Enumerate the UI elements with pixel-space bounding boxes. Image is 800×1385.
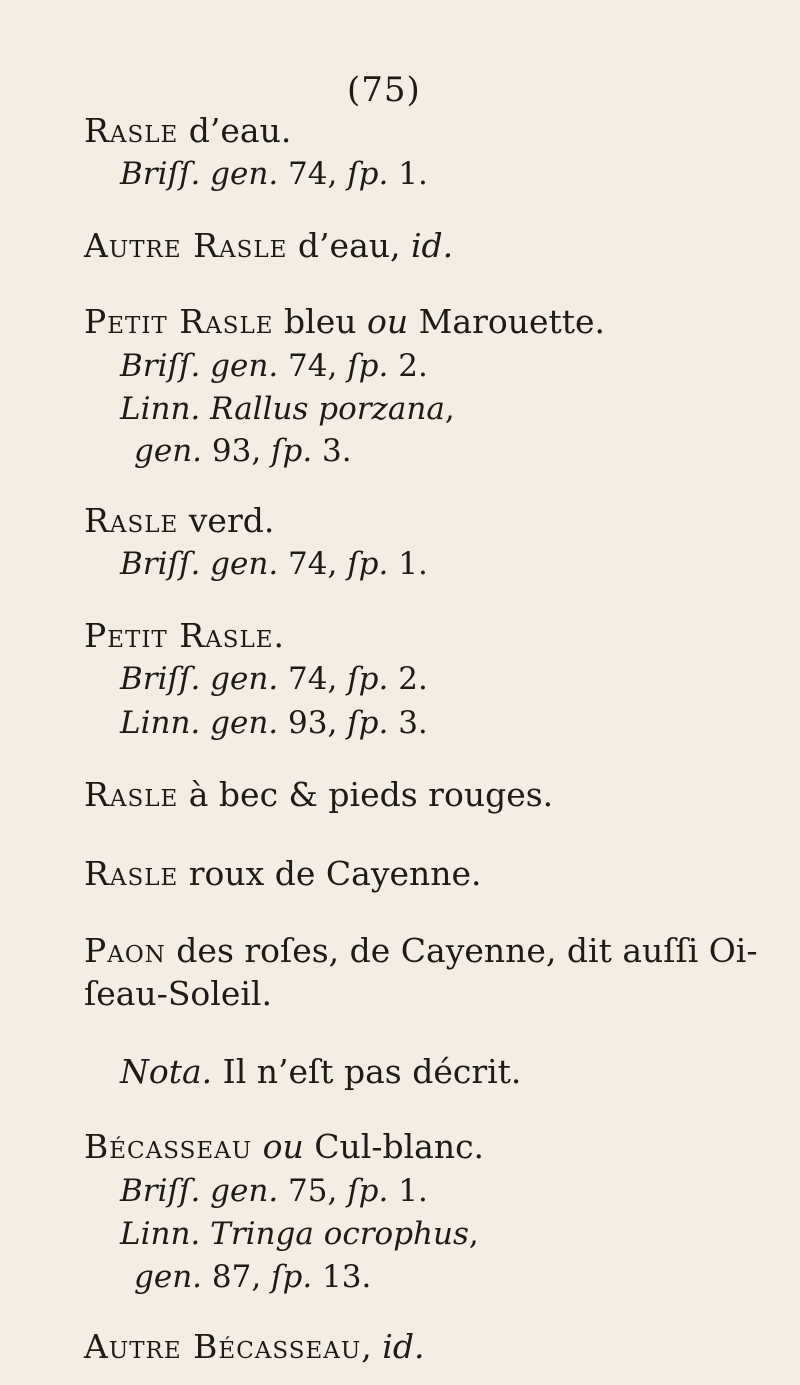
rasle-deau-brisson-text-2: ſp. <box>347 156 389 192</box>
citation-linnaeus <box>120 391 455 427</box>
citation-linnaeus <box>120 705 428 741</box>
becasseau-linn-gen-text-1: 87, <box>202 1259 272 1295</box>
entry-paon-des-roses-continued <box>84 974 272 1013</box>
rasle-deau-brisson-text-1: 74, <box>278 156 348 192</box>
page-number: (75) <box>347 70 421 110</box>
entry-rasle-roux-cayenne <box>84 854 482 893</box>
becasseau-text-1 <box>252 1127 263 1166</box>
citation-linnaeus-genus <box>134 433 352 469</box>
autre-rasle-deau-text-2: id. <box>410 226 454 265</box>
petit-rasle-bleu-linn-gen-text-0: gen. <box>134 433 203 469</box>
petit-rasle-bleu-brisson-text-2: ſp. <box>347 348 389 384</box>
rasle-roux-cayenne-text-1: roux de Cayenne. <box>178 854 482 893</box>
petit-rasle-bleu-linn-text-1: , <box>444 391 455 427</box>
petit-rasle-bleu-linn-gen-text-2: ſp. <box>271 433 313 469</box>
rasle-verd-text-1: verd. <box>178 501 275 540</box>
rasle-verd-brisson-text-0: Briſſ. gen. <box>120 546 279 582</box>
paon-des-roses-cont-text-0: ſeau-Soleil. <box>84 974 272 1013</box>
entry-petit-rasle-bleu <box>84 302 606 341</box>
autre-becasseau-text-2: id. <box>382 1327 425 1366</box>
petit-rasle-linn-text-3: 3. <box>388 705 428 741</box>
becasseau-linn-gen-text-2: ſp. <box>271 1259 313 1295</box>
becasseau-brisson-text-0: Briſſ. gen. <box>120 1173 279 1209</box>
petit-rasle-bleu-brisson-text-3: 2. <box>388 348 428 384</box>
autre-becasseau-text-0: Autre Bécasseau <box>84 1327 362 1366</box>
nota-text-0: Nota. <box>120 1052 213 1091</box>
entry-autre-becasseau <box>84 1327 425 1366</box>
becasseau-brisson-text-3: 1. <box>388 1173 428 1209</box>
autre-rasle-deau-text-0: Autre Rasle <box>84 226 288 265</box>
petit-rasle-linn-text-0: Linn. gen. <box>120 705 279 741</box>
autre-becasseau-text-1: , <box>361 1327 383 1366</box>
entry-becasseau <box>84 1127 485 1166</box>
paon-des-roses-text-1: des roſes, de Cayenne, dit auſſi Oi- <box>165 931 758 970</box>
entry-rasle-bec-pieds-rouges <box>84 775 554 814</box>
paon-des-roses-text-0: Paon <box>84 931 166 970</box>
citation-brisson <box>120 1173 428 1209</box>
rasle-verd-brisson-text-3: 1. <box>388 546 428 582</box>
entry-rasle-deau <box>84 111 292 150</box>
becasseau-linn-gen-text-0: gen. <box>134 1259 203 1295</box>
rasle-bec-pieds-rouges-text-0: Rasle <box>84 775 179 814</box>
becasseau-linn-text-0: Linn. Tringa ocrophus <box>120 1216 469 1252</box>
petit-rasle-bleu-text-1: bleu <box>273 302 367 341</box>
petit-rasle-linn-text-1: 93, <box>278 705 348 741</box>
petit-rasle-brisson-text-1: 74, <box>278 661 348 697</box>
becasseau-brisson-text-1: 75, <box>278 1173 348 1209</box>
becasseau-brisson-text-2: ſp. <box>347 1173 389 1209</box>
citation-linnaeus-genus <box>134 1259 372 1295</box>
petit-rasle-bleu-linn-gen-text-3: 3. <box>312 433 352 469</box>
entry-petit-rasle <box>84 616 286 655</box>
petit-rasle-bleu-linn-text-0: Linn. Rallus porzana <box>120 391 445 427</box>
rasle-roux-cayenne-text-0: Rasle <box>84 854 179 893</box>
entry-autre-rasle-deau <box>84 226 454 265</box>
citation-brisson <box>120 661 428 697</box>
petit-rasle-brisson-text-3: 2. <box>388 661 428 697</box>
petit-rasle-text-0: Petit Rasle. <box>84 616 286 655</box>
becasseau-linn-text-1: , <box>468 1216 479 1252</box>
petit-rasle-bleu-text-0: Petit Rasle <box>84 302 274 341</box>
rasle-deau-text-1: d’eau. <box>178 111 292 150</box>
nota-text-1: Il n’eſt pas décrit. <box>212 1052 522 1091</box>
citation-brisson <box>120 156 428 192</box>
rasle-verd-text-0: Rasle <box>84 501 179 540</box>
rasle-deau-brisson-text-3: 1. <box>388 156 428 192</box>
citation-linnaeus <box>120 1216 479 1252</box>
autre-rasle-deau-text-1: d’eau, <box>287 226 411 265</box>
petit-rasle-bleu-brisson-text-1: 74, <box>278 348 348 384</box>
rasle-verd-brisson-text-1: 74, <box>278 546 348 582</box>
petit-rasle-bleu-linn-gen-text-1: 93, <box>202 433 272 469</box>
rasle-deau-text-0: Rasle <box>84 111 179 150</box>
becasseau-text-0: Bécasseau <box>84 1127 253 1166</box>
petit-rasle-bleu-text-2: ou <box>366 302 409 341</box>
petit-rasle-brisson-text-0: Briſſ. gen. <box>120 661 279 697</box>
citation-brisson <box>120 348 428 384</box>
petit-rasle-bleu-text-3: Marouette. <box>408 302 606 341</box>
becasseau-text-2: ou <box>262 1127 304 1166</box>
rasle-deau-brisson-text-0: Briſſ. gen. <box>120 156 279 192</box>
petit-rasle-bleu-brisson-text-0: Briſſ. gen. <box>120 348 279 384</box>
petit-rasle-linn-text-2: ſp. <box>347 705 389 741</box>
entry-rasle-verd <box>84 501 275 540</box>
becasseau-text-3: Cul-blanc. <box>303 1127 485 1166</box>
becasseau-linn-gen-text-3: 13. <box>312 1259 372 1295</box>
rasle-bec-pieds-rouges-text-1: à bec & pieds rouges. <box>178 775 554 814</box>
citation-brisson <box>120 546 428 582</box>
note <box>120 1052 522 1091</box>
entry-paon-des-roses <box>84 931 758 970</box>
petit-rasle-brisson-text-2: ſp. <box>347 661 389 697</box>
rasle-verd-brisson-text-2: ſp. <box>347 546 389 582</box>
